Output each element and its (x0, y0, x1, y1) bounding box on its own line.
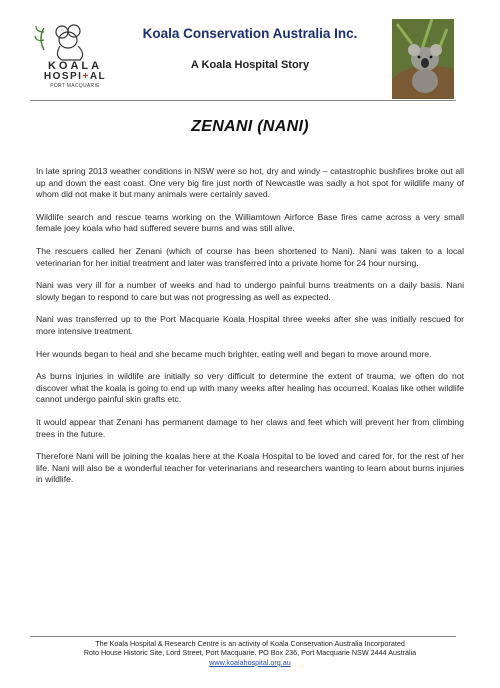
paragraph: It would appear that Zenani has permanent damage to her claws and feet which will prevent her from climbing trees in the future. (36, 416, 464, 439)
footer-divider (30, 636, 456, 637)
logo-word-hospital (32, 71, 118, 82)
story-tagline: A Koala Hospital Story (190, 59, 310, 71)
paragraph: Wildlife search and rescue teams working on the Williamtown Airforce Base fires came across a very small female joey koala who had suffered severe burns and was still alive. (36, 211, 464, 234)
koala-hospital-logo (32, 20, 118, 94)
website-link[interactable]: www.koalahospital.org.au (209, 657, 291, 667)
logo-place: PORT MACQUARIE (50, 83, 100, 89)
paragraph: Her wounds began to heal and she became much brighter, eating well and began to move around more. (36, 348, 432, 359)
organization-name: Koala Conservation Australia Inc. (142, 26, 358, 41)
paragraph: In late spring 2013 weather conditions in NSW were so hot, dry and windy – catastrophic bushfires broke out all up and down the east coast. One very big fire just north of Newcastle was sadly a hot spot for wildlife many of whom did not make it but many animals were certainly saved. (36, 166, 464, 200)
paragraph: As burns injuries in wildlife are initially so very difficult to determine the extent of trauma, we often do not discover what the koala is going to end up with many weeks after healing has occurred. Koalas like other wildlife cannot undergo painful skin grafts etc. (36, 371, 464, 405)
logo-word-koala: KOALA (47, 60, 103, 72)
logo-hospital-part-b: AL (89, 71, 107, 82)
red-cross-icon: + (82, 71, 90, 82)
paragraph: Nani was transferred up to the Port Macquarie Koala Hospital three weeks after she was initially rescued for more intensive treatment. (36, 314, 464, 336)
koala-outline-icon (32, 20, 118, 62)
footer-line-1: The Koala Hospital & Research Centre is an activity of Koala Conservation Australia Incorporated (95, 639, 405, 648)
story-title: ZENANI (NANI) (191, 118, 309, 135)
footer (0, 639, 500, 667)
paragraph: Nani was very ill for a number of weeks and had to undergo painful burns treatments on a daily basis. Nani slowly began to respond to care but was not progressing as well as expected. (36, 280, 464, 302)
header-divider (30, 100, 456, 101)
paragraph: The rescuers called her Zenani (which of course has been shortened to Nani). Nani was taken to a local veterinarian for her initial treatment and later was transferred into a private home for 24 hour nursing. (36, 245, 464, 268)
paragraph: Therefore Nani will be joining the koalas here at the Koala Hospital to be loved and cared for, for the rest of her life. Nani will also be a wonderful teacher for veterinarians and researchers wanting to learn about burns injuries in wildlife. (36, 451, 464, 485)
story-body (36, 166, 464, 497)
logo-hospital-part-a: HOSPI (43, 71, 83, 82)
koala-photo-icon (392, 19, 454, 99)
footer-line-2: Roto House Historic Site, Lord Street, Port Macquarie. PO Box 236, Port Macquarie NSW 2444 Australia (83, 648, 417, 658)
koala-photo (392, 19, 454, 99)
